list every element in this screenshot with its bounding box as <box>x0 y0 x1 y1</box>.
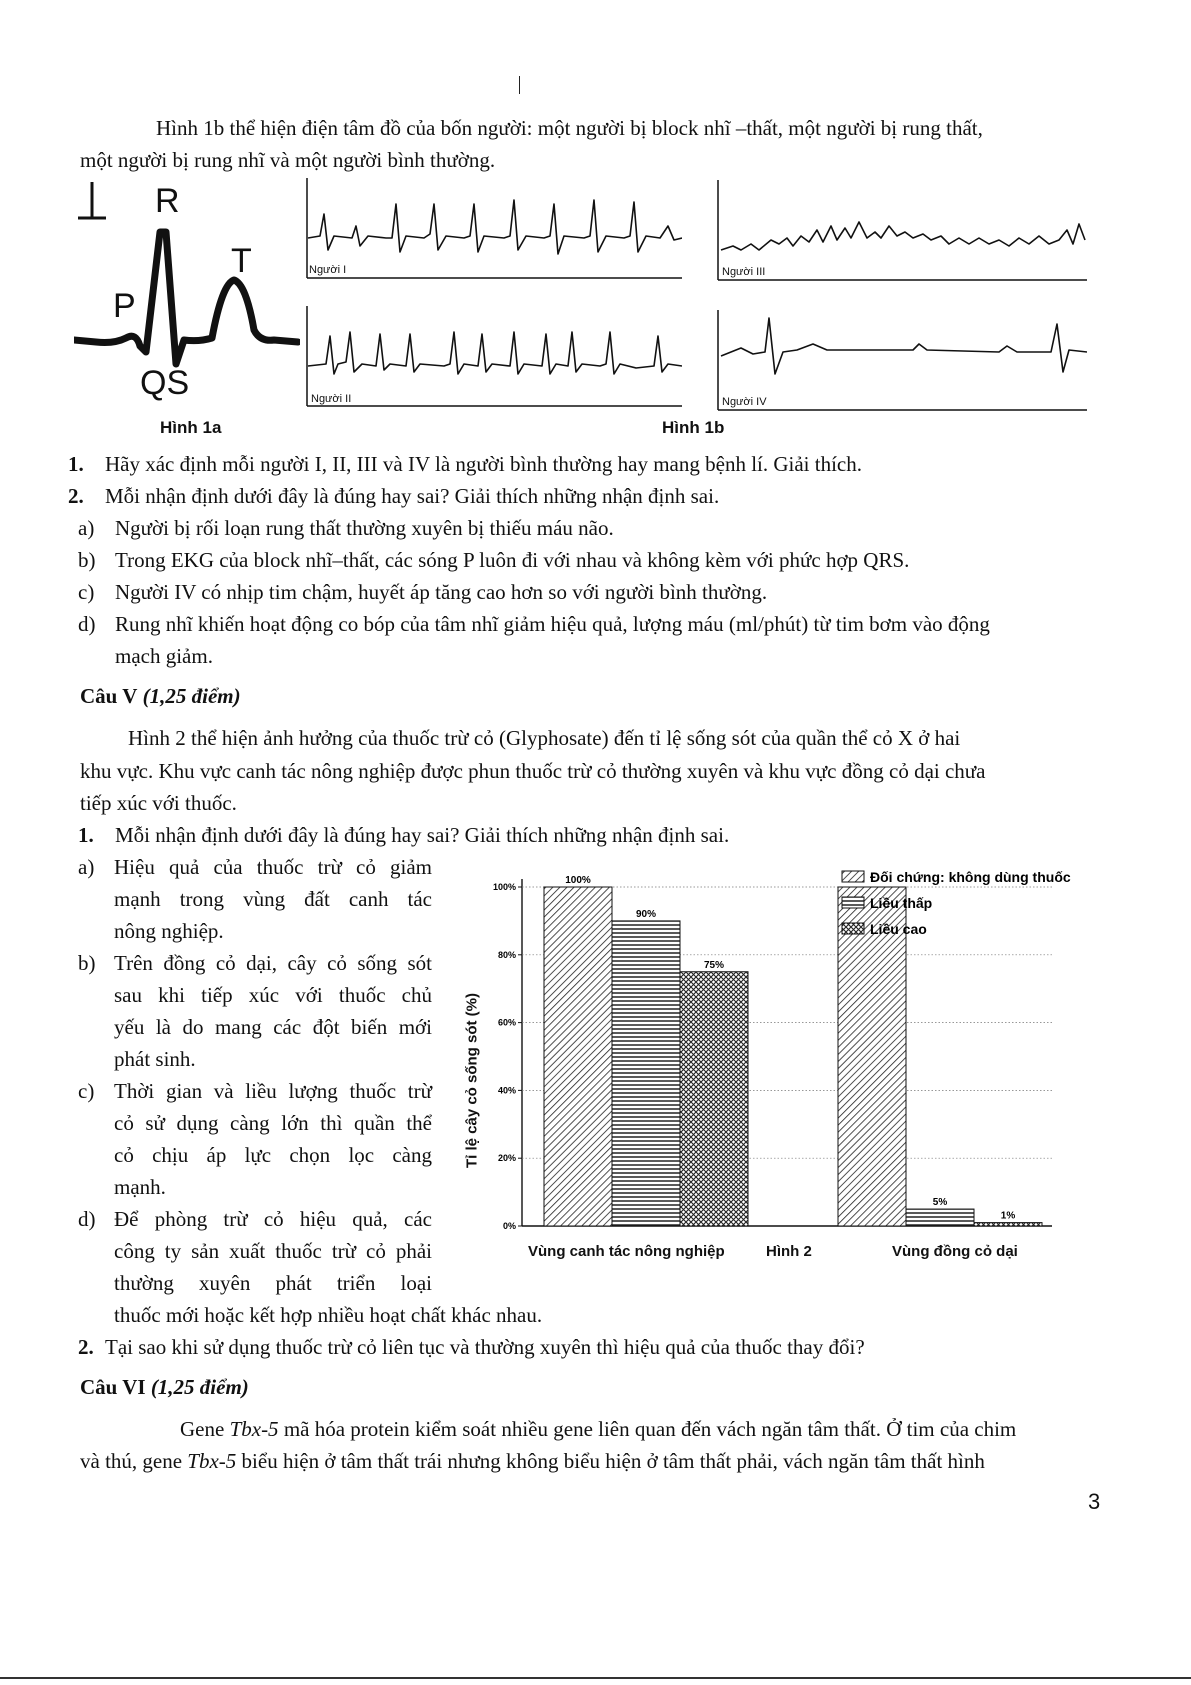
cau-v-item-c-line1: Thời gian và liều lượng thuốc trừ <box>114 1079 432 1103</box>
q-iv-item-d-continuation: mạch giảm. <box>115 644 213 668</box>
chart-bar <box>612 921 680 1226</box>
hinh1-intro-line2: một người bị rung nhĩ và một người bình thường. <box>80 148 496 172</box>
cau-v-points: (1,25 điểm) <box>142 684 241 708</box>
panel-label-nguoi-4: Người IV <box>722 396 767 408</box>
cau-v-item-b-line1: Trên đồng cỏ dại, cây cỏ sống sót <box>114 951 432 975</box>
cau-v-item-d-last: thuốc mới hoặc kết hợp nhiều hoạt chất khác nhau. <box>114 1303 543 1327</box>
ecg-panel-nguoi-2 <box>306 306 682 408</box>
chart-tick-label: 20% <box>497 1153 516 1164</box>
cau-vi-line1-b: mã hóa protein kiểm soát nhiều gene liên quan đến vách ngăn tâm thất. Ở tim của chim <box>278 1417 1017 1441</box>
cau-vi-title: Câu VI <box>80 1375 146 1399</box>
cau-vi-gene-1: Tbx-5 <box>229 1417 279 1441</box>
ecg-panel-nguoi-3 <box>717 180 1087 282</box>
ecg-label-t: T <box>231 242 252 280</box>
chart-bar <box>906 1209 974 1226</box>
hinh1-intro-line1: Hình 1b thể hiện điện tâm đồ của bốn người: một người bị block nhĩ –thất, một người bị rung thất, <box>156 116 983 140</box>
cau-v-q2-number: 2. <box>78 1335 94 1359</box>
ecg-label-p: P <box>113 287 136 325</box>
chart-data-label: 75% <box>703 959 725 971</box>
chart-data-label: 90% <box>635 908 657 920</box>
chart-tick-label: 100% <box>492 882 516 892</box>
q-iv-item-b-letter: b) <box>78 548 96 572</box>
q-iv-item-d-text: Rung nhĩ khiến hoạt động co bóp của tâm nhĩ giảm hiệu quả, lượng máu (ml/phút) từ tim bơm vào động <box>115 612 990 636</box>
chart-tick-label: 60% <box>497 1017 516 1028</box>
top-mark <box>519 76 520 94</box>
q-iv-2-number: 2. <box>68 484 84 508</box>
chart-bar <box>680 972 748 1226</box>
chart-ylabel: Tỉ lệ cây cỏ sống sót (%) <box>463 992 481 1169</box>
cau-v-item-a-line3: nông nghiệp. <box>114 919 224 943</box>
panel-label-nguoi-3: Người III <box>722 266 766 278</box>
chart-legend-swatch <box>842 923 864 934</box>
caption-hinh-1b: Hình 1b <box>662 418 725 437</box>
q-iv-item-b-text: Trong EKG của block nhĩ–thất, các sóng P luôn đi với nhau và không kèm với phức hợp QRS. <box>115 548 910 572</box>
cau-v-item-c-line4: mạnh. <box>114 1175 166 1199</box>
q-iv-item-a-text: Người bị rối loạn rung thất thường xuyên bị thiếu máu não. <box>115 516 614 540</box>
ecg-label-r: R <box>155 182 180 220</box>
q-iv-item-c-letter: c) <box>78 580 95 604</box>
cau-v-item-b-letter: b) <box>78 951 96 975</box>
page-number: 3 <box>1088 1489 1101 1514</box>
cau-v-item-a-line2: mạnh trong vùng đất canh tác <box>114 887 432 911</box>
cau-v-item-b-line3: yếu là do mang các đột biến mới <box>114 1015 432 1039</box>
cau-vi-heading <box>80 1371 249 1403</box>
cau-v-q2-text: Tại sao khi sử dụng thuốc trừ cỏ liên tục và thường xuyên thì hiệu quả của thuốc thay đổi? <box>105 1335 865 1359</box>
chart-category-1: Vùng canh tác nông nghiệp <box>528 1243 725 1260</box>
q-iv-1-text: Hãy xác định mỗi người I, II, III và IV là người bình thường hay mang bệnh lí. Giải thích. <box>105 452 863 476</box>
cau-v-item-d-line2: công ty sản xuất thuốc trừ cỏ phải <box>114 1239 432 1263</box>
q-iv-2-text: Mỗi nhận định dưới đây là đúng hay sai? Giải thích những nhận định sai. <box>105 484 720 508</box>
cau-v-item-c-letter: c) <box>78 1079 95 1103</box>
caption-hinh-1a: Hình 1a <box>160 418 222 437</box>
q-iv-item-a-letter: a) <box>78 516 95 540</box>
cau-vi-line2-b: biểu hiện ở tâm thất trái nhưng không biểu hiện ở tâm thất phải, vách ngăn tâm thất hình <box>236 1449 985 1473</box>
chart-data-label: 100% <box>565 875 591 886</box>
q-iv-item-c-text: Người IV có nhịp tim chậm, huyết áp tăng cao hơn so với người bình thường. <box>115 580 768 604</box>
cau-vi-line1 <box>180 1413 1016 1445</box>
ecg-trace-2 <box>308 332 682 374</box>
cau-v-item-d-line1: Để phòng trừ cỏ hiệu quả, các <box>114 1207 432 1231</box>
cau-v-item-b-line4: phát sinh. <box>114 1047 196 1071</box>
bottom-border-line <box>0 1677 1191 1679</box>
ecg-panel-nguoi-1 <box>306 178 682 280</box>
cau-v-item-a-letter: a) <box>78 855 95 879</box>
cau-vi-line1-a: Gene <box>180 1417 230 1441</box>
chart-tick-label: 0% <box>502 1221 516 1231</box>
chart-bar <box>974 1223 1042 1226</box>
panel-label-nguoi-1: Người I <box>309 264 347 276</box>
chart-data-label: 1% <box>1000 1210 1016 1222</box>
ecg-label-qs: QS <box>140 364 190 402</box>
cau-vi-points: (1,25 điểm) <box>150 1375 249 1399</box>
cau-v-heading <box>80 680 241 712</box>
cau-v-intro-line2: khu vực. Khu vực canh tác nông nghiệp được phun thuốc trừ cỏ thường xuyên và khu vực đồng cỏ dại chưa <box>80 759 986 783</box>
cau-v-item-d-line3: thường xuyên phát triển loại <box>114 1271 432 1295</box>
chart-data-label: 5% <box>932 1197 948 1209</box>
chart-tick-label: 80% <box>497 949 516 960</box>
chart-legend-label: Liều thấp <box>870 895 933 911</box>
chart-legend-label: Liều cao <box>870 921 927 937</box>
chart-tick-label: 40% <box>497 1085 516 1096</box>
cau-v-item-c-line2: cỏ sử dụng càng lớn thì quần thể <box>114 1111 432 1135</box>
chart-caption-hinh-2: Hình 2 <box>766 1243 812 1260</box>
chart-legend-swatch <box>842 871 864 882</box>
cau-v-q1-text: Mỗi nhận định dưới đây là đúng hay sai? Giải thích những nhận định sai. <box>115 823 730 847</box>
cau-v-item-b-line2: sau khi tiếp xúc với thuốc chủ <box>114 983 432 1007</box>
chart-category-2: Vùng đồng cỏ dại <box>892 1243 1018 1260</box>
cau-v-item-c-line3: cỏ chịu áp lực chọn lọc càng <box>114 1143 432 1167</box>
q-iv-item-d-letter: d) <box>78 612 96 636</box>
cau-v-intro-line1: Hình 2 thể hiện ảnh hưởng của thuốc trừ cỏ (Glyphosate) đến tỉ lệ sống sót của quần thể cỏ X ở hai <box>128 726 961 750</box>
cau-vi-line2 <box>80 1445 985 1477</box>
chart-legend-label: Đối chứng: không dùng thuốc <box>870 869 1071 885</box>
cau-vi-gene-2: Tbx-5 <box>187 1449 237 1473</box>
panel-label-nguoi-2: Người II <box>311 393 352 405</box>
ecg-panel-nguoi-4 <box>717 310 1087 412</box>
cau-v-item-d-letter: d) <box>78 1207 96 1231</box>
ecg-trace-3 <box>721 222 1085 250</box>
chart-bar <box>838 887 906 1226</box>
ecg-trace-1 <box>308 200 682 254</box>
chart-bar <box>544 887 612 1226</box>
ecg-trace-4 <box>721 318 1087 374</box>
cau-vi-line2-a: và thú, gene <box>80 1449 188 1473</box>
chart-legend-swatch <box>842 897 864 908</box>
q-iv-1-number: 1. <box>68 452 84 476</box>
cau-v-q1-number: 1. <box>78 823 94 847</box>
cau-v-item-a-line1: Hiệu quả của thuốc trừ cỏ giảm <box>114 855 432 879</box>
survival-bar-chart <box>446 852 1106 1272</box>
cau-v-title: Câu V <box>80 684 138 708</box>
cau-v-intro-line3: tiếp xúc với thuốc. <box>80 791 237 815</box>
